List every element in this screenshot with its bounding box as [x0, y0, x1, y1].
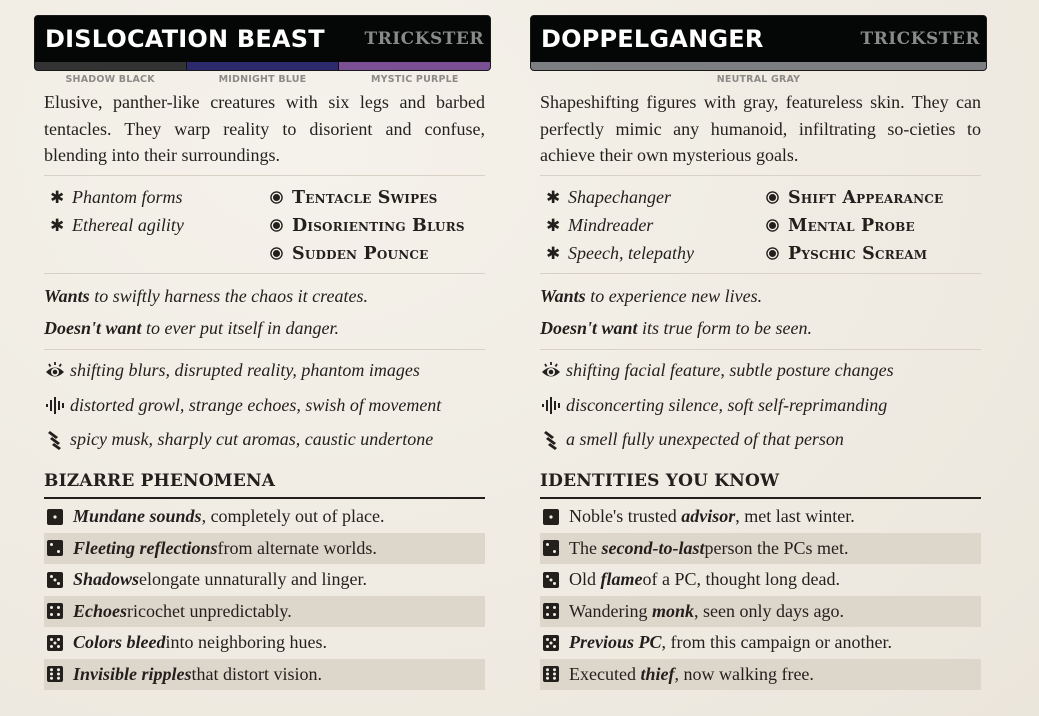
attack-item: Disorienting Blurs	[270, 212, 485, 240]
die-2-icon	[47, 540, 73, 556]
creature-name: DISLOCATION BEAST	[45, 25, 325, 53]
die-4-icon	[543, 603, 569, 619]
color-swatch-shadow-black	[35, 62, 186, 70]
table-row: Echoes ricochet unpredictably.	[44, 596, 485, 628]
d6-table	[540, 501, 981, 690]
table-row: Previous PC , from this campaign or another.	[540, 627, 981, 659]
wants-line: Wants to swiftly harness the chaos it creates.	[44, 285, 368, 306]
table-title: BIZARRE PHENOMENA	[44, 469, 485, 499]
attack-item: Tentacle Swipes	[270, 184, 485, 212]
color-bar	[35, 62, 490, 70]
die-3-icon	[47, 572, 73, 588]
target-bullet-icon	[270, 247, 288, 261]
die-5-icon	[543, 635, 569, 651]
trait-item: ✱ Speech, telepathy	[546, 243, 694, 264]
sense-sight: shifting facial feature, subtle posture changes	[540, 354, 981, 389]
die-1-icon	[47, 509, 73, 525]
target-bullet-icon	[270, 219, 288, 233]
color-swatch-mystic-purple	[338, 62, 490, 70]
sound-wave-icon	[44, 394, 70, 416]
die-6-icon	[47, 666, 73, 682]
color-labels	[34, 72, 491, 87]
smell-icon	[44, 429, 70, 451]
die-1-icon	[543, 509, 569, 525]
sense-smell: a smell fully unexpected of that person	[540, 423, 981, 458]
creature-card-doppelganger	[530, 15, 987, 690]
sense-smell: spicy musk, sharply cut aromas, caustic undertone	[44, 423, 485, 458]
trait-item: ✱ Phantom forms	[50, 187, 183, 208]
traits-section	[540, 176, 981, 274]
color-swatch-midnight-blue	[186, 62, 338, 70]
doesnt-want-line: Doesn't want to ever put itself in danger.	[44, 317, 340, 338]
trait-item: ✱ Shapechanger	[546, 187, 671, 208]
die-5-icon	[47, 635, 73, 651]
attack-item: Shift Appearance	[766, 184, 981, 212]
doesnt-want-line: Doesn't want its true form to be seen.	[540, 317, 813, 338]
target-bullet-icon	[766, 191, 784, 205]
asterisk-icon: ✱	[546, 243, 561, 264]
table-row: Mundane sounds , completely out of place.	[44, 501, 485, 533]
d6-table	[44, 501, 485, 690]
sound-wave-icon	[540, 394, 566, 416]
die-4-icon	[47, 603, 73, 619]
color-label: MIDNIGHT BLUE	[218, 74, 307, 85]
color-labels	[530, 72, 987, 87]
asterisk-icon: ✱	[50, 215, 65, 236]
table-row: Noble's trusted advisor , met last winter.	[540, 501, 981, 533]
color-label: MYSTIC PURPLE	[371, 74, 459, 85]
asterisk-icon: ✱	[546, 187, 561, 208]
color-bar	[531, 62, 986, 70]
target-bullet-icon	[766, 219, 784, 233]
card-header	[34, 15, 491, 71]
sense-sound: disconcerting silence, soft self-reprimanding	[540, 388, 981, 423]
color-swatch-neutral-gray	[531, 62, 986, 70]
sense-sound: distorted growl, strange echoes, swish of movement	[44, 388, 485, 423]
table-row: Shadows elongate unnaturally and linger.	[44, 564, 485, 596]
eye-icon	[44, 360, 70, 382]
creature-type: TRICKSTER	[364, 29, 484, 49]
attack-item: Pyschic Scream	[766, 240, 981, 268]
sense-sight: shifting blurs, disrupted reality, phantom images	[44, 354, 485, 389]
table-row: Old flame of a PC, thought long dead.	[540, 564, 981, 596]
card-header	[530, 15, 987, 71]
die-6-icon	[543, 666, 569, 682]
die-2-icon	[543, 540, 569, 556]
creature-description: Shapeshifting figures with gray, featureless skin. They can perfectly mimic any humanoid, infiltrating so-cieties to achieve their own mysterious goals.	[540, 89, 981, 176]
table-row: Colors bleed into neighboring hues.	[44, 627, 485, 659]
motivations	[44, 274, 485, 350]
asterisk-icon: ✱	[50, 187, 65, 208]
target-bullet-icon	[766, 247, 784, 261]
trait-item: ✱ Ethereal agility	[50, 215, 184, 236]
table-row: Executed thief , now walking free.	[540, 659, 981, 691]
color-label: SHADOW BLACK	[65, 74, 155, 85]
creature-type: TRICKSTER	[860, 29, 980, 49]
attack-item: Sudden Pounce	[270, 240, 485, 268]
die-3-icon	[543, 572, 569, 588]
traits-section	[44, 176, 485, 274]
trait-item: ✱ Mindreader	[546, 215, 654, 236]
color-label: NEUTRAL GRAY	[716, 74, 801, 85]
smell-icon	[540, 429, 566, 451]
creature-card-dislocation-beast	[34, 15, 491, 690]
wants-line: Wants to experience new lives.	[540, 285, 763, 306]
table-row: Invisible ripples that distort vision.	[44, 659, 485, 691]
motivations	[540, 274, 981, 350]
eye-icon	[540, 360, 566, 382]
table-row: Fleeting reflections from alternate worlds.	[44, 533, 485, 565]
creature-description: Elusive, panther-like creatures with six legs and barbed tentacles. They warp reality to disorient and confuse, blending into their surroundings.	[44, 89, 485, 176]
target-bullet-icon	[270, 191, 288, 205]
table-row: The second-to-last person the PCs met.	[540, 533, 981, 565]
attack-item: Mental Probe	[766, 212, 981, 240]
table-title: IDENTITIES YOU KNOW	[540, 469, 981, 499]
creature-name: DOPPELGANGER	[541, 25, 764, 53]
senses-section	[540, 350, 981, 464]
senses-section	[44, 350, 485, 464]
table-row: Wandering monk , seen only days ago.	[540, 596, 981, 628]
asterisk-icon: ✱	[546, 215, 561, 236]
